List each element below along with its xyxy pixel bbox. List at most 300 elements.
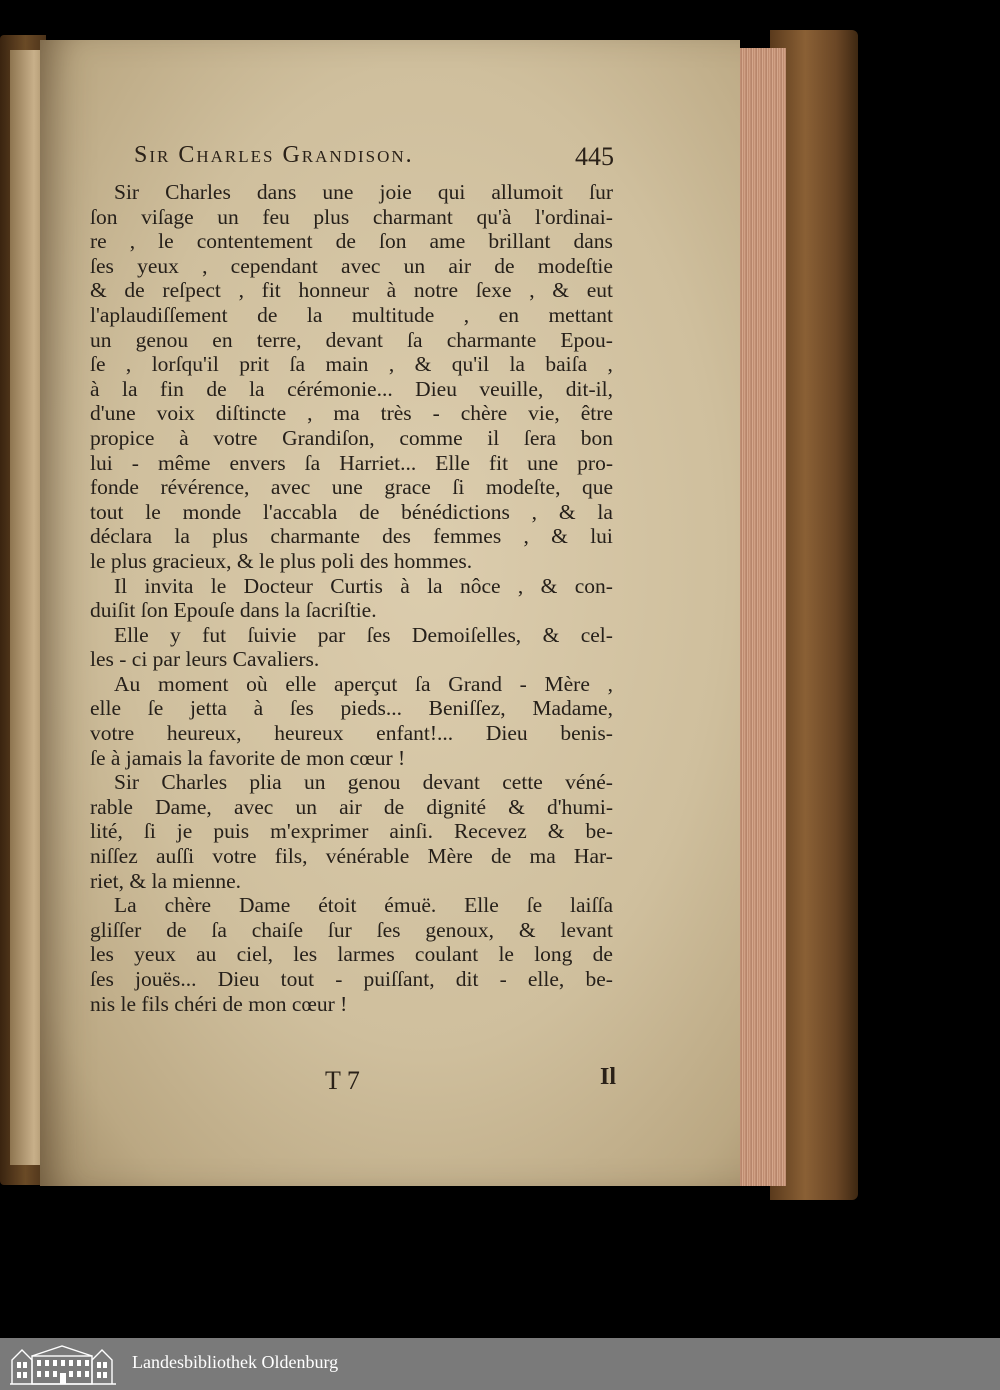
word: Curtis [330, 573, 383, 598]
word: fin [159, 376, 184, 401]
word: ſur [327, 917, 352, 942]
text-line-content [90, 278, 613, 303]
word: vie, [528, 401, 560, 426]
word: ſe [147, 696, 164, 721]
word: lui [90, 450, 113, 475]
word: coulant [414, 942, 479, 967]
text-line [90, 254, 613, 279]
word: monde [182, 499, 242, 524]
word: larmes [337, 942, 395, 967]
text-line [90, 475, 613, 500]
word: de [494, 253, 515, 278]
word: brillant [488, 229, 551, 254]
page-number: 445 [575, 142, 614, 171]
text-line [90, 377, 613, 402]
word: la [427, 573, 443, 598]
word: charmante [446, 327, 537, 352]
word: contentement [196, 229, 313, 254]
word: plus [212, 524, 249, 549]
word: qui [437, 180, 466, 204]
text-line-content [114, 574, 613, 599]
word: , [607, 352, 613, 377]
word: & [90, 278, 107, 303]
text-line [90, 967, 613, 992]
word: ſes [366, 622, 391, 647]
word: l'accabla [262, 499, 338, 524]
word: de [383, 794, 405, 819]
word: & [508, 794, 525, 819]
word: à [90, 376, 100, 401]
text-line-content: nis le fils chéri de mon cœur ! [90, 991, 348, 1016]
word: , [125, 352, 132, 377]
word: d'humi- [547, 794, 613, 819]
word: & [547, 819, 565, 844]
word: be- [585, 967, 613, 991]
word: Sir [114, 770, 140, 795]
word: étoit [318, 893, 357, 918]
text-line [90, 426, 613, 451]
word: ſa [407, 327, 423, 352]
text-line [90, 598, 613, 623]
word: bon [580, 425, 613, 450]
word: ciel, [236, 942, 274, 967]
word: tout [280, 967, 315, 991]
word: eut [586, 278, 613, 303]
body-text [90, 180, 613, 1016]
word: de [335, 229, 356, 254]
word: cel- [580, 622, 613, 647]
text-line-content [90, 401, 613, 426]
word: par [317, 622, 346, 647]
word: ſi [143, 819, 156, 844]
text-line-content [90, 377, 613, 402]
word: un [303, 770, 326, 795]
word: La [114, 893, 137, 918]
word: heureux [274, 721, 344, 746]
word: diſtincte [215, 401, 287, 426]
text-line [90, 205, 613, 230]
word: où [246, 671, 268, 696]
word: puiſſant, [363, 967, 435, 991]
text-line [90, 278, 613, 303]
text-line-content [90, 229, 613, 254]
word: comme [399, 425, 463, 450]
word: - [499, 967, 507, 991]
word: déclara [90, 524, 153, 549]
word: Dieu [415, 376, 457, 401]
word: ſa [289, 352, 306, 377]
word: l'aplaudiſſement [90, 302, 228, 327]
text-line-content [90, 426, 613, 451]
word: de [592, 942, 613, 967]
word: , [463, 302, 470, 327]
word: , [529, 278, 535, 303]
word: Dieu [485, 721, 528, 746]
text-line-content: les - ci par leurs Cavaliers. [90, 647, 320, 672]
word: Grandiſon, [282, 425, 375, 450]
word: Dieu [217, 967, 260, 991]
footer-bar [0, 1338, 1000, 1390]
word: feu [262, 204, 290, 229]
word: , [129, 229, 136, 254]
word: & [540, 573, 558, 598]
word: dignité [426, 794, 487, 819]
word: pieds... [340, 696, 402, 721]
word: Harriet... [339, 450, 417, 475]
word: levant [560, 917, 613, 942]
word: révérence, [160, 475, 250, 500]
word: - [432, 401, 440, 426]
word: un [295, 794, 317, 819]
word: , [523, 524, 529, 549]
word: charmant [372, 204, 453, 229]
word: un [217, 204, 239, 229]
word: de [124, 278, 145, 303]
word: benis- [560, 721, 613, 746]
word: & [518, 917, 536, 942]
word: elle [90, 696, 122, 721]
word: ſes [289, 696, 314, 721]
word: ſi [452, 475, 465, 500]
word: propice [90, 425, 155, 450]
word: les [90, 942, 114, 967]
word: cependant [230, 253, 318, 278]
word: dans [256, 180, 297, 204]
word: ſes [90, 253, 114, 278]
word: baiſa [545, 352, 588, 377]
word: la [122, 376, 138, 401]
text-line-content [90, 795, 613, 820]
word: fit [261, 278, 281, 303]
word: Elle [464, 893, 499, 918]
text-line [90, 328, 613, 353]
text-line [90, 819, 613, 844]
word: ſes [90, 967, 114, 991]
word: air [448, 253, 472, 278]
word: ſa [211, 917, 227, 942]
word: jetta [189, 696, 227, 721]
running-title: Sir Charles Grandison. [134, 142, 414, 168]
word: la [597, 499, 613, 524]
word: Dame [238, 893, 291, 918]
catchword: Il [600, 1064, 617, 1090]
word: à [386, 278, 397, 303]
text-line-content [90, 819, 613, 844]
word: , [607, 671, 613, 696]
word: femmes [433, 524, 502, 549]
word: dit-il, [565, 376, 613, 401]
word: très [380, 401, 412, 426]
word: notre [413, 278, 459, 303]
text-line-content [114, 672, 613, 697]
word: ſuivie [247, 622, 297, 647]
word: joie [379, 180, 412, 204]
word: yeux [137, 253, 179, 278]
word: ſe [90, 352, 106, 377]
word: la [306, 302, 323, 327]
word: pro- [577, 450, 613, 475]
word: il [487, 425, 500, 450]
text-line-content [114, 180, 613, 205]
word: genou [347, 770, 401, 795]
word: gliſſer [90, 917, 142, 942]
text-line-content [90, 451, 613, 476]
word: véné- [565, 770, 613, 795]
word: auſſi [155, 844, 195, 869]
word: modeſtie [537, 253, 613, 278]
word: moment [157, 671, 229, 696]
word: m'exprimer [270, 819, 369, 844]
word: le [145, 499, 161, 524]
word: , [388, 352, 395, 377]
text-line-content [90, 942, 613, 967]
text-line-content [114, 770, 613, 795]
word: mettant [548, 302, 613, 327]
word: bénédictions [401, 499, 510, 524]
word: heureux, [166, 721, 242, 746]
word: un [90, 327, 112, 352]
word: multitude [351, 302, 435, 327]
word: ſon [90, 204, 118, 229]
text-line [90, 229, 613, 254]
word: Recevez [453, 819, 527, 844]
word: lité, [90, 819, 123, 844]
word: Sir [114, 180, 140, 204]
word: ſexe [475, 278, 512, 303]
text-line [90, 352, 613, 377]
word: cérémonie... [287, 376, 393, 401]
word: grace [384, 475, 431, 500]
text-line-content [90, 844, 613, 869]
word: fut [202, 622, 227, 647]
word: même [157, 450, 211, 475]
text-line-content: duiſit ſon Epouſe dans la ſacriſtie. [90, 598, 377, 623]
word: ma [529, 844, 556, 869]
word: elle, [527, 967, 565, 991]
text-line-content [90, 303, 613, 328]
word: Charles [165, 180, 231, 204]
word: la [174, 524, 190, 549]
word: à [179, 425, 189, 450]
word: modeſte, [485, 475, 561, 500]
word: ainſi. [389, 819, 433, 844]
word: chère [164, 893, 212, 918]
word: à [253, 696, 264, 721]
word: enfant!... [376, 721, 454, 746]
word: & [414, 352, 432, 377]
word: votre [213, 425, 258, 450]
word: Charles [161, 770, 228, 795]
text-line [90, 844, 613, 869]
word: yeux [134, 942, 176, 967]
word: au [196, 942, 217, 967]
word: elle [285, 671, 317, 696]
text-line-content [90, 721, 613, 746]
word: votre [90, 721, 135, 746]
text-line [90, 696, 613, 721]
text-line-content: le plus gracieux, & le plus poli des hommes. [90, 548, 473, 573]
word: ſon [378, 229, 407, 254]
word: de [166, 917, 187, 942]
word: de [257, 302, 278, 327]
word: fit [488, 450, 509, 475]
word: Grand [448, 671, 502, 696]
word: je [176, 819, 193, 844]
text-line [90, 574, 613, 599]
text-line [90, 180, 613, 205]
word: avec [233, 794, 274, 819]
word: ſa [304, 450, 321, 475]
text-line [90, 918, 613, 943]
word: le [498, 942, 514, 967]
text-line [90, 672, 613, 697]
word: genou [135, 327, 189, 352]
text-line-content [90, 918, 613, 943]
word: de [359, 499, 380, 524]
word: cette [502, 770, 543, 795]
word: Har- [573, 844, 613, 869]
word: ame [429, 229, 466, 254]
word: ſes [376, 917, 401, 942]
word: honneur [298, 278, 369, 303]
word: main [325, 352, 369, 377]
word: , [238, 278, 244, 303]
text-line [90, 524, 613, 549]
word: en [498, 302, 519, 327]
text-line [90, 770, 613, 795]
word: fils, [274, 844, 308, 869]
word: avec [270, 475, 311, 500]
word: veuille, [479, 376, 544, 401]
text-line-content [90, 500, 613, 525]
text-line-content [90, 352, 613, 377]
text-line [90, 401, 613, 426]
word: jouës... [135, 967, 197, 991]
text-line-content [90, 967, 613, 992]
word: avec [341, 253, 381, 278]
word: dans [573, 229, 613, 254]
text-line [90, 549, 613, 574]
word: & [552, 278, 569, 303]
word: & [558, 499, 576, 524]
word: l'ordinai- [535, 204, 613, 229]
word: ſera [523, 425, 557, 450]
word: lorſqu'il [151, 352, 219, 377]
text-line-content [90, 696, 613, 721]
signature-mark: T 7 [325, 1066, 360, 1095]
word: voix [156, 401, 195, 426]
word: une [322, 180, 354, 204]
word: la [509, 352, 525, 377]
word: niſſez [90, 844, 138, 869]
word: - [519, 671, 527, 696]
word: Mère [544, 671, 590, 696]
word: en [212, 327, 233, 352]
word: ſur [589, 180, 613, 204]
word: puis [213, 819, 250, 844]
word: le [210, 573, 227, 598]
word: de [206, 376, 227, 401]
text-line-content [114, 623, 613, 648]
text-line-content [114, 893, 613, 918]
word: une [527, 450, 559, 475]
text-line [90, 721, 613, 746]
word: charmante [270, 524, 360, 549]
word: devant [422, 770, 480, 795]
word: envers [229, 450, 286, 475]
word: vénérable [325, 844, 410, 869]
library-building-icon [8, 1342, 120, 1386]
text-line-content [90, 475, 613, 500]
word: Demoiſelles, [411, 622, 522, 647]
word: Madame, [532, 696, 613, 721]
word: ſa [415, 671, 431, 696]
word: d'une [90, 401, 136, 426]
word: y [170, 622, 181, 647]
word: votre [212, 844, 257, 869]
text-line [90, 451, 613, 476]
word: tout [90, 499, 124, 524]
word: ſe [526, 893, 543, 918]
word: lui [590, 524, 613, 549]
word: allumoit [491, 180, 564, 204]
text-line-content [90, 254, 613, 279]
word: des [382, 524, 411, 549]
word: fonde [90, 475, 139, 500]
word: prit [239, 352, 270, 377]
text-line-content: ſe à jamais la favorite de mon cœur ! [90, 745, 406, 770]
text-line [90, 992, 613, 1017]
word: qu'il [451, 352, 490, 377]
word: - [131, 450, 139, 475]
text-line [90, 500, 613, 525]
text-line [90, 623, 613, 648]
word: con- [574, 573, 613, 598]
word: une [331, 475, 363, 500]
word: un [403, 253, 426, 278]
text-line-content [90, 524, 613, 549]
word: rable [90, 794, 133, 819]
word: genoux, [425, 917, 495, 942]
word: plus [313, 204, 350, 229]
text-line [90, 647, 613, 672]
word: & [551, 524, 568, 549]
text-line [90, 942, 613, 967]
word: viſage [141, 204, 194, 229]
word: dit [455, 967, 479, 991]
word: chère [460, 401, 508, 426]
word: , [531, 499, 538, 524]
word: & [542, 622, 560, 647]
text-line [90, 795, 613, 820]
word: être [580, 401, 613, 426]
word: la [249, 376, 265, 401]
running-head [134, 140, 614, 180]
word: be- [585, 819, 613, 844]
word: Elle [114, 622, 149, 647]
word: , [202, 253, 208, 278]
word: Mère [427, 844, 473, 869]
word: de [491, 844, 512, 869]
word: émuë. [384, 893, 437, 918]
word: le [158, 229, 174, 254]
word: devant [325, 327, 383, 352]
word: air [339, 794, 362, 819]
word: laiſſa [570, 893, 613, 918]
text-line-content [90, 328, 613, 353]
word: les [293, 942, 318, 967]
word: , [517, 573, 524, 598]
